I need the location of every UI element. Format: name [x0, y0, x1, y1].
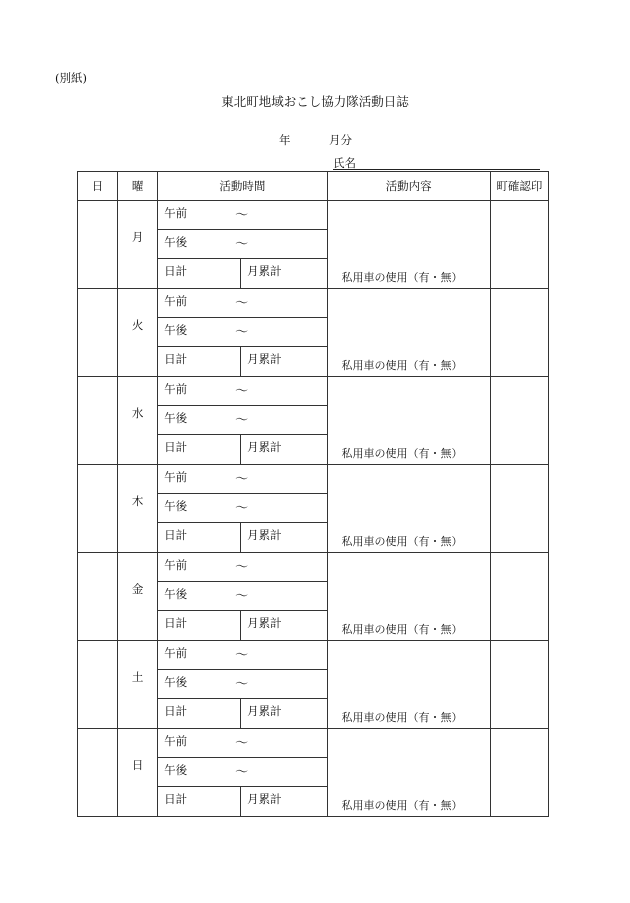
day-row: [78, 729, 549, 817]
tilde-mark: ～: [235, 237, 249, 252]
afternoon-row[interactable]: [158, 582, 326, 611]
morning-row[interactable]: [158, 377, 326, 406]
activity-content-cell[interactable]: [327, 465, 490, 553]
date-cell[interactable]: [78, 465, 118, 553]
activity-time-cell: [158, 729, 327, 817]
daily-total-field[interactable]: [158, 787, 241, 816]
tilde-mark: ～: [235, 325, 249, 340]
afternoon-label: 午後: [164, 411, 188, 425]
totals-row: [158, 435, 326, 464]
daily-total-label: 日計: [164, 352, 188, 366]
town-seal-cell[interactable]: [490, 641, 548, 729]
afternoon-label: 午後: [164, 675, 188, 689]
day-row: [78, 465, 549, 553]
tilde-mark: ～: [235, 472, 249, 487]
activity-time-cell: [158, 377, 327, 465]
name-label: 氏名: [333, 156, 356, 170]
totals-row: [158, 523, 326, 552]
activity-time-cell: [158, 553, 327, 641]
totals-row: [158, 259, 326, 288]
month-label: 月分: [329, 133, 352, 147]
afternoon-label: 午後: [164, 323, 188, 337]
day-row: [78, 377, 549, 465]
weekday-label: 月: [131, 230, 144, 244]
afternoon-label: 午後: [164, 763, 188, 777]
morning-row[interactable]: [158, 641, 326, 670]
monthly-total-label: 月累計: [247, 704, 282, 718]
activity-log-table: [77, 171, 549, 817]
year-label: 年: [279, 133, 291, 147]
daily-total-label: 日計: [164, 440, 188, 454]
weekday-label: 水: [131, 406, 144, 420]
afternoon-row[interactable]: [158, 670, 326, 699]
morning-label: 午前: [164, 470, 188, 484]
morning-row[interactable]: [158, 465, 326, 494]
weekday-label: 火: [131, 318, 144, 332]
tilde-mark: ～: [235, 765, 249, 780]
weekday-label: 木: [131, 494, 144, 508]
activity-time-cell: [158, 465, 327, 553]
monthly-total-field[interactable]: [241, 699, 323, 728]
vehicle-use-label: 私用車の使用（有・無）: [341, 271, 463, 284]
town-seal-cell[interactable]: [490, 729, 548, 817]
name-underline: [333, 169, 540, 170]
weekday-label: 土: [131, 670, 144, 684]
town-seal-cell[interactable]: [490, 465, 548, 553]
page-title: 東北町地域おこし協力隊活動日誌: [221, 94, 409, 109]
morning-label: 午前: [164, 382, 188, 396]
date-cell[interactable]: [78, 201, 118, 289]
weekday-cell: [118, 729, 158, 817]
monthly-total-label: 月累計: [247, 264, 282, 278]
monthly-total-label: 月累計: [247, 352, 282, 366]
tilde-mark: ～: [235, 736, 249, 751]
morning-label: 午前: [164, 558, 188, 572]
daily-total-label: 日計: [164, 704, 188, 718]
tilde-mark: ～: [235, 208, 249, 223]
afternoon-row[interactable]: [158, 406, 326, 435]
date-cell[interactable]: [78, 289, 118, 377]
col-header-town-seal: 町確認印: [490, 172, 548, 201]
daily-total-field[interactable]: [158, 347, 241, 376]
monthly-total-label: 月累計: [247, 792, 282, 806]
town-seal-cell[interactable]: [490, 289, 548, 377]
activity-content-cell[interactable]: [327, 729, 490, 817]
town-seal-cell[interactable]: [490, 377, 548, 465]
daily-total-field[interactable]: [158, 435, 241, 464]
monthly-total-label: 月累計: [247, 528, 282, 542]
vehicle-use-label: 私用車の使用（有・無）: [341, 447, 463, 460]
weekday-cell: [118, 201, 158, 289]
daily-total-field[interactable]: [158, 259, 241, 288]
tilde-mark: ～: [235, 384, 249, 399]
monthly-total-field[interactable]: [241, 523, 323, 552]
col-header-date: 日: [78, 172, 118, 201]
day-row: [78, 289, 549, 377]
vehicle-use-label: 私用車の使用（有・無）: [341, 535, 463, 548]
tilde-mark: ～: [235, 560, 249, 575]
monthly-total-field[interactable]: [241, 347, 323, 376]
tilde-mark: ～: [235, 677, 249, 692]
afternoon-label: 午後: [164, 587, 188, 601]
vehicle-use-label: 私用車の使用（有・無）: [341, 711, 463, 724]
weekday-label: 金: [131, 582, 144, 596]
daily-total-label: 日計: [164, 264, 188, 278]
weekday-cell: [118, 377, 158, 465]
weekday-cell: [118, 289, 158, 377]
monthly-total-field[interactable]: [241, 435, 323, 464]
afternoon-label: 午後: [164, 499, 188, 513]
tilde-mark: ～: [235, 501, 249, 516]
day-row: [78, 641, 549, 729]
totals-row: [158, 611, 326, 640]
morning-label: 午前: [164, 294, 188, 308]
date-cell[interactable]: [78, 377, 118, 465]
daily-total-label: 日計: [164, 792, 188, 806]
tilde-mark: ～: [235, 648, 249, 663]
morning-label: 午前: [164, 646, 188, 660]
daily-total-field[interactable]: [158, 611, 241, 640]
date-cell[interactable]: [78, 641, 118, 729]
daily-total-field[interactable]: [158, 523, 241, 552]
day-row: [78, 201, 549, 289]
attachment-label: (別紙): [55, 71, 87, 85]
tilde-mark: ～: [235, 589, 249, 604]
monthly-total-field[interactable]: [241, 787, 323, 816]
col-header-weekday: 曜: [118, 172, 158, 201]
town-seal-cell[interactable]: [490, 553, 548, 641]
morning-row[interactable]: [158, 289, 326, 318]
monthly-total-label: 月累計: [247, 616, 282, 630]
afternoon-label: 午後: [164, 235, 188, 249]
activity-content-cell[interactable]: [327, 641, 490, 729]
vehicle-use-label: 私用車の使用（有・無）: [341, 359, 463, 372]
afternoon-row[interactable]: [158, 758, 326, 787]
activity-content-cell[interactable]: [327, 377, 490, 465]
monthly-total-field[interactable]: [241, 611, 323, 640]
totals-row: [158, 347, 326, 376]
town-seal-cell[interactable]: [490, 201, 548, 289]
col-header-activity-content: 活動内容: [327, 172, 490, 201]
tilde-mark: ～: [235, 296, 249, 311]
activity-content-cell[interactable]: [327, 201, 490, 289]
date-cell[interactable]: [78, 729, 118, 817]
activity-content-cell[interactable]: [327, 553, 490, 641]
tilde-mark: ～: [235, 413, 249, 428]
table-header-row: [78, 172, 549, 201]
activity-time-cell: [158, 289, 327, 377]
vehicle-use-label: 私用車の使用（有・無）: [341, 799, 463, 812]
morning-label: 午前: [164, 734, 188, 748]
afternoon-row[interactable]: [158, 230, 326, 259]
morning-row[interactable]: [158, 729, 326, 758]
totals-row: [158, 699, 326, 728]
weekday-cell: [118, 465, 158, 553]
daily-total-label: 日計: [164, 528, 188, 542]
daily-total-field[interactable]: [158, 699, 241, 728]
day-row: [78, 553, 549, 641]
daily-total-label: 日計: [164, 616, 188, 630]
morning-row[interactable]: [158, 553, 326, 582]
weekday-label: 日: [131, 758, 144, 772]
weekday-cell: [118, 553, 158, 641]
col-header-activity-time: 活動時間: [158, 172, 327, 201]
activity-content-cell[interactable]: [327, 289, 490, 377]
weekday-cell: [118, 641, 158, 729]
afternoon-row[interactable]: [158, 318, 326, 347]
activity-time-cell: [158, 201, 327, 289]
date-cell[interactable]: [78, 553, 118, 641]
morning-row[interactable]: [158, 201, 326, 230]
activity-time-cell: [158, 641, 327, 729]
monthly-total-field[interactable]: [241, 259, 323, 288]
totals-row: [158, 787, 326, 816]
morning-label: 午前: [164, 206, 188, 220]
afternoon-row[interactable]: [158, 494, 326, 523]
vehicle-use-label: 私用車の使用（有・無）: [341, 623, 463, 636]
monthly-total-label: 月累計: [247, 440, 282, 454]
